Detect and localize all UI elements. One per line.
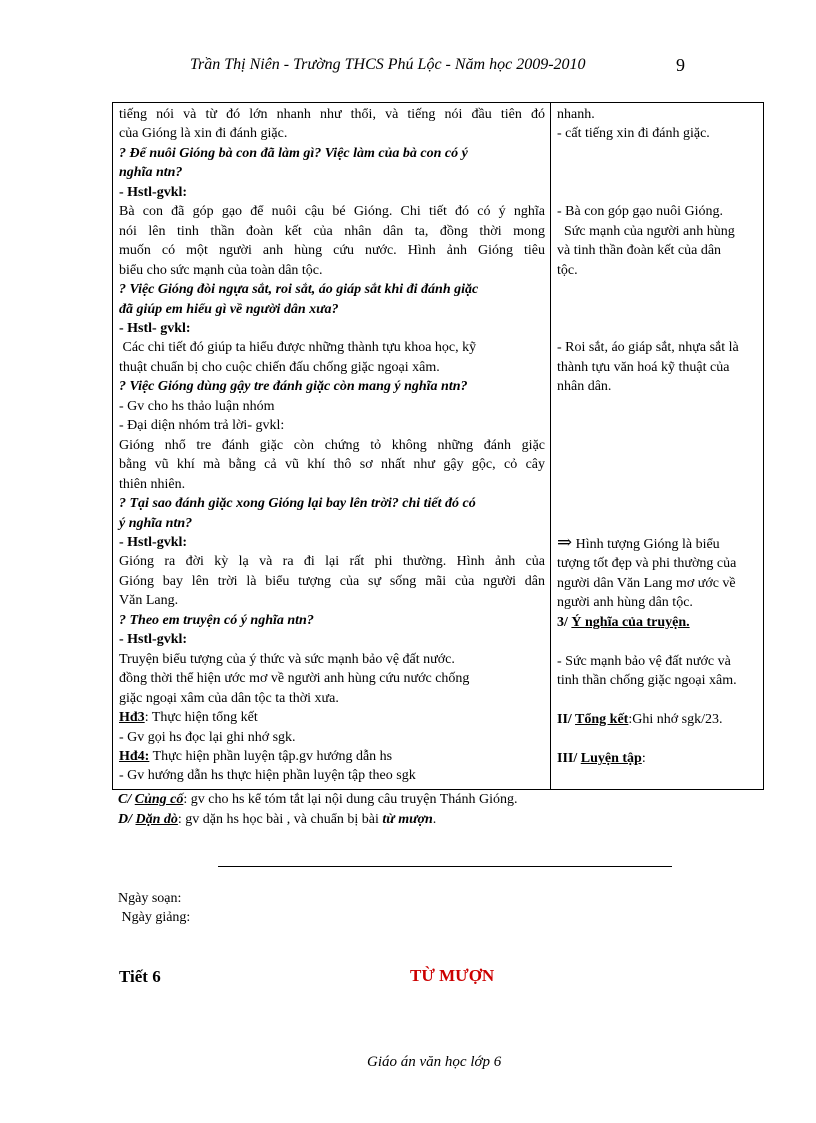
homework-prefix: D/ bbox=[118, 812, 136, 827]
teach-date-label: Ngày giảng: bbox=[118, 910, 191, 925]
text-line: người dân Văn Lang mơ ước về bbox=[557, 575, 736, 591]
text-line: - Roi sắt, áo giáp sắt, nhựa sắt là bbox=[557, 340, 739, 356]
text-line: của Gióng là xin đi đánh giặc. bbox=[119, 126, 288, 142]
section-number: III/ bbox=[557, 750, 581, 766]
text-line: - Bà con góp gạo nuôi Gióng. bbox=[557, 204, 724, 220]
page-header: Trần Thị Niên - Trường THCS Phú Lộc - Năm học 2009-2010 bbox=[190, 56, 586, 73]
text-line: Văn Lang. bbox=[119, 593, 179, 609]
text-line: Các chi tiết đó giúp ta hiểu được những thành tựu khoa học, kỹ bbox=[119, 340, 477, 356]
lesson-title: TỪ MƯỢN bbox=[410, 966, 495, 985]
activity-4-label: Hđ4: bbox=[119, 748, 150, 764]
page-number: 9 bbox=[676, 55, 685, 75]
text-line: - cất tiếng xin đi đánh giặc. bbox=[557, 126, 710, 142]
activity-4-line bbox=[119, 747, 545, 766]
consolidation-prefix: C/ bbox=[118, 792, 135, 807]
content-column bbox=[551, 103, 764, 790]
activities-column bbox=[113, 103, 551, 790]
section-number: II/ bbox=[557, 712, 576, 728]
text-line: - Gv cho hs thảo luận nhóm bbox=[119, 398, 275, 414]
homework-topic: từ mượn bbox=[382, 812, 433, 827]
answer-label: - Hstl- gvkl: bbox=[119, 320, 191, 336]
question-line: ý nghĩa ntn? bbox=[119, 515, 193, 531]
text-line: nói lên tinh thần đoàn kết của nhân dân ta, đồng thời mong bbox=[119, 223, 545, 239]
question-line: đã giúp em hiểu gì về người dân xưa? bbox=[119, 301, 339, 317]
activity-3-text: : Thực hiện tổng kết bbox=[144, 710, 258, 726]
section-title: Tổng kết bbox=[575, 712, 629, 728]
text-line: tinh thần chống giặc ngoại xâm. bbox=[557, 673, 737, 689]
page-footer: Giáo án văn học lớp 6 bbox=[367, 1054, 502, 1070]
text-line: người anh hùng dân tộc. bbox=[557, 595, 693, 611]
consolidation-label: Củng cố bbox=[134, 792, 184, 807]
activity-3-label: Hđ3 bbox=[119, 710, 145, 726]
question-line: ? Theo em truyện có ý nghĩa ntn? bbox=[119, 612, 314, 628]
answer-label: - Hstl-gvkl: bbox=[119, 184, 188, 200]
text-line: thành tựu văn hoá kỹ thuật của bbox=[557, 359, 730, 375]
text-line: Sức mạnh của người anh hùng bbox=[557, 223, 735, 239]
text-line: thiên nhiên. bbox=[119, 476, 186, 492]
text-line: - Sức mạnh bảo vệ đất nước và bbox=[557, 653, 731, 669]
implies-arrow-icon: ⇒ bbox=[557, 531, 573, 552]
question-line: ? Việc Gióng dùng gậy tre đánh giặc còn mang ý nghĩa ntn? bbox=[119, 379, 468, 395]
text-line: - Gv hướng dẫn hs thực hiện phần luyện tập theo sgk bbox=[119, 768, 416, 784]
text-line: muốn có một người anh hùng cứu nước. Hình ảnh Gióng tiêu bbox=[119, 243, 545, 259]
summary-heading bbox=[557, 710, 759, 729]
answer-label: - Hstl-gvkl: bbox=[119, 534, 188, 550]
text-line: - Đại diện nhóm trả lời- gvkl: bbox=[119, 418, 285, 434]
consolidation-line bbox=[118, 792, 518, 808]
lesson-number: Tiết 6 bbox=[119, 967, 161, 986]
lesson-table bbox=[112, 102, 764, 790]
practice-colon: : bbox=[641, 750, 646, 766]
text-line: - Gv gọi hs đọc lại ghi nhớ sgk. bbox=[119, 729, 296, 745]
consolidation-text: : gv cho hs kể tóm tắt lại nội dung câu truyện Thánh Gióng. bbox=[183, 792, 518, 807]
section-heading bbox=[557, 613, 759, 632]
text-line: bằng vũ khí mà bằng cả vũ khí thô sơ nhất như gậy gộc, cỏ cây bbox=[119, 457, 545, 473]
text-line: đồng thời thể hiện ước mơ về người anh hùng cứu nước chống bbox=[119, 671, 470, 687]
text-line: tượng tốt đẹp và phi thường của bbox=[557, 556, 737, 572]
section-divider bbox=[218, 866, 672, 867]
text-line: Gióng ra đời kỳ lạ và ra đi lại rất phi thường. Hình ảnh của bbox=[119, 554, 545, 570]
question-line: ? Việc Gióng đòi ngựa sắt, roi sắt, áo giáp sắt khi đi đánh giặc bbox=[119, 282, 479, 298]
text-line: Bà con đã góp gạo để nuôi cậu bé Gióng. Chi tiết đó có ý nghĩa bbox=[119, 204, 545, 220]
text-line: Gióng nhổ tre đánh giặc còn chứng tỏ không những đánh giặc bbox=[119, 437, 545, 453]
text-line: nhân dân. bbox=[557, 379, 612, 395]
practice-heading bbox=[557, 749, 759, 768]
conclusion-line bbox=[557, 533, 759, 554]
conclusion-text: Hình tượng Gióng là biểu bbox=[572, 536, 720, 552]
text-line: nhanh. bbox=[557, 107, 595, 122]
prep-date-label: Ngày soạn: bbox=[118, 891, 182, 906]
text-line: giặc ngoại xâm của dân tộc ta thời xưa. bbox=[119, 690, 339, 706]
activity-3-line bbox=[119, 708, 545, 727]
answer-label: - Hstl-gvkl: bbox=[119, 632, 188, 648]
text-line: thuật chuẩn bị cho cuộc chiến đấu chống giặc ngoại xâm. bbox=[119, 359, 440, 375]
text-line: Truyện biểu tượng của ý thức và sức mạnh bảo vệ đất nước. bbox=[119, 651, 455, 667]
section-title: Ý nghĩa của truyện. bbox=[571, 614, 690, 630]
homework-label: Dặn dò bbox=[135, 812, 178, 827]
question-line: ? Tại sao đánh giặc xong Gióng lại bay lên trời? chi tiết đó có bbox=[119, 496, 476, 512]
section-title: Luyện tập bbox=[580, 750, 642, 766]
summary-text: :Ghi nhớ sgk/23. bbox=[628, 712, 723, 728]
text-line: tiếng nói và từ đó lớn nhanh như thổi, và tiếng nói đầu tiên đó bbox=[119, 107, 545, 122]
text-line: Gióng bay lên trời là biểu tượng của sự sống mãi của người dân bbox=[119, 573, 545, 589]
text-line: biểu cho sức mạnh của toàn dân tộc. bbox=[119, 262, 323, 278]
question-line: nghĩa ntn? bbox=[119, 165, 183, 181]
section-number: 3/ bbox=[557, 614, 572, 630]
homework-end: . bbox=[432, 812, 437, 827]
question-line: ? Để nuôi Gióng bà con đã làm gì? Việc làm của bà con có ý bbox=[119, 145, 468, 161]
text-line: tộc. bbox=[557, 262, 578, 278]
activity-4-text: Thực hiện phần luyện tập.gv hướng dẫn hs bbox=[149, 748, 393, 764]
homework-line bbox=[118, 812, 436, 828]
text-line: và tinh thần đoàn kết của dân bbox=[557, 243, 722, 259]
homework-text: : gv dặn hs học bài , và chuẩn bị bài bbox=[177, 812, 383, 827]
